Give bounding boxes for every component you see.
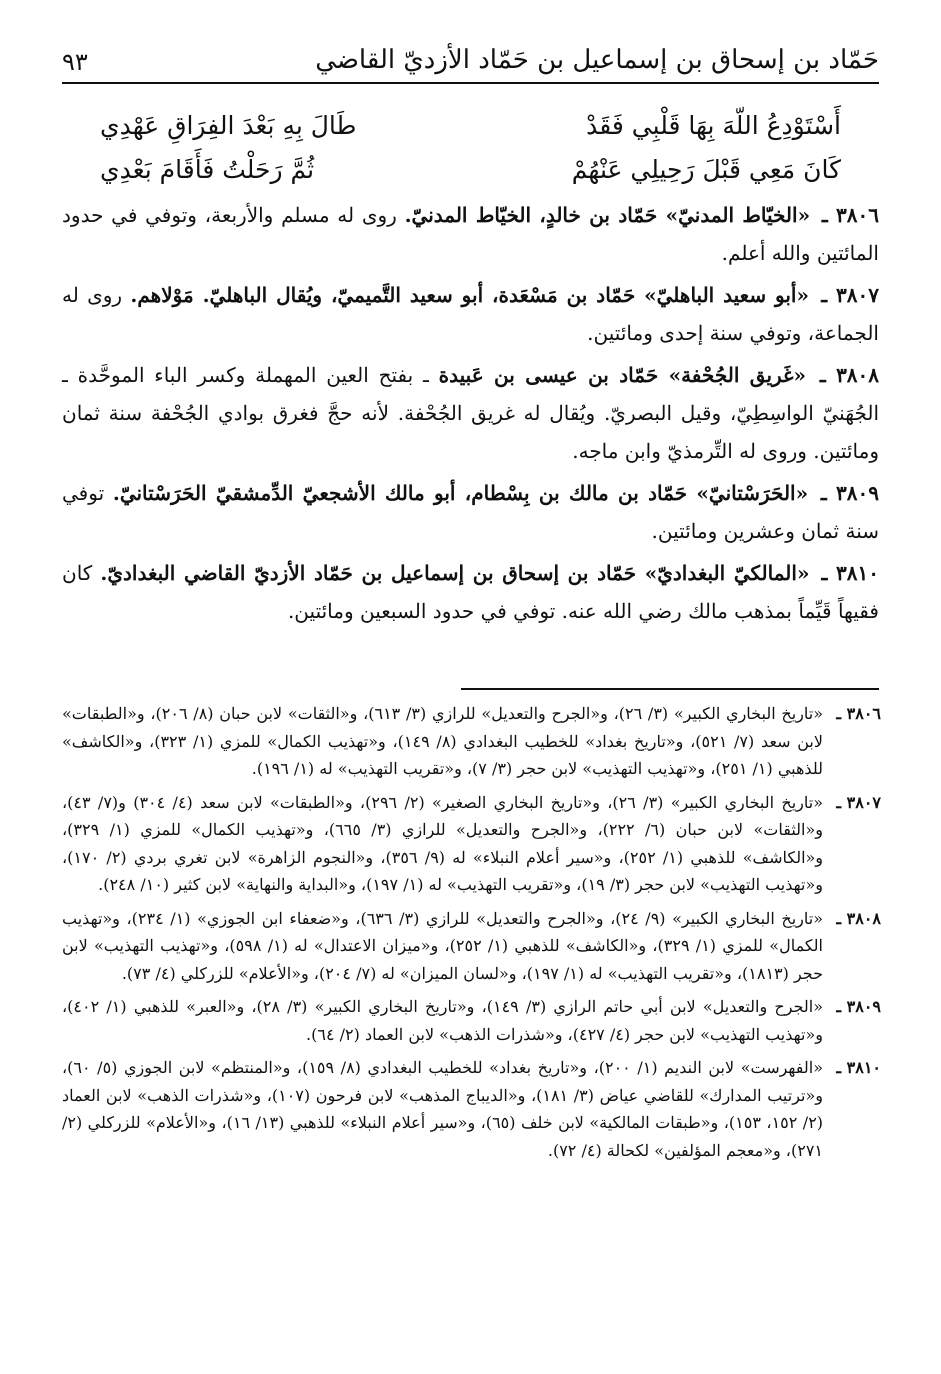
footnote-text: «تاريخ البخاري الكبير» (٩/ ٢٤)، و«الجرح والتعديل» للرازي (٣/ ٦٣٦)، و«ضعفاء ابن الجوزي» (١/ ٢٣٤)، و«تهذيب الكمال» للمزي (١/ ٣٢٩)، و«الكاشف» للذهبي (١/ ٢٥٢)، و«ميزان الاعتدال» له (١/ ٥٩٨)، و«تهذيب التهذيب» لابن حجر (١٨١٣)، و«تقريب التهذيب» له (١/ ١٩٧)، و«لسان الميزان» له (٧/ ٢٠٤)، و«الأعلام» للزركلي (٤/ ٧٣). [62, 908, 824, 983]
entry-3810 [62, 554, 879, 630]
footnote-number: ٣٨٠٩ ـ [836, 997, 881, 1016]
biography-entries [62, 196, 879, 630]
poem-line [100, 148, 841, 192]
footnote-number: ٣٨١٠ ـ [836, 1058, 881, 1077]
entry-number: ٣٨٠٦ ـ [821, 203, 880, 227]
page-header [62, 28, 879, 84]
footnotes [62, 700, 881, 1170]
poem-line [100, 104, 841, 148]
entry-body: روى له الجماعة، وتوفي سنة إحدى ومائتين. [62, 283, 879, 345]
entry-3808 [62, 356, 879, 470]
entry-number: ٣٨٠٧ ـ [821, 283, 880, 307]
entry-body: روى له مسلم والأربعة، وتوفي في حدود المائتين والله أعلم. [62, 203, 879, 265]
entry-3809 [62, 474, 879, 550]
poem [100, 104, 841, 192]
footnote-3810 [62, 1054, 881, 1164]
entry-number: ٣٨١٠ ـ [821, 561, 880, 585]
footnote-number: ٣٨٠٦ ـ [836, 704, 881, 723]
entry-heading: «غَريق الجُحْفة» حَمّاد بن عيسى بن عَبيدة [438, 363, 807, 387]
entry-number: ٣٨٠٩ ـ [820, 481, 879, 505]
page-number: ٩٣ [62, 48, 88, 76]
footnote-3806 [62, 700, 881, 783]
verse-first-hemistich: أَسْتَوْدِعُ اللّهَ بِهَا قَلْبِي فَقَدْ [586, 111, 841, 140]
footnote-3808 [62, 905, 881, 988]
footnote-text: «تاريخ البخاري الكبير» (٣/ ٢٦)، و«الجرح والتعديل» للرازي (٣/ ٦١٣)، و«الثقات» لابن حبان (٨/ ٢٠٦)، و«الطبقات» لابن سعد (٧/ ٥٢١)، و«تاريخ بغداد» للخطيب البغدادي (٨/ ١٤٩)، و«تهذيب الكمال» للمزي (١/ ٣٢٣)، و«الكاشف» للذهبي (١/ ٢٥١)، و«تهذيب التهذيب» لابن حجر (٣/ ٧)، و«تقريب التهذيب» له (١/ ١٩٦). [62, 704, 824, 778]
footnote-number: ٣٨٠٧ ـ [836, 792, 881, 812]
footnote-3807 [62, 789, 881, 899]
entry-heading: «الحَرَسْتانيّ» حَمّاد بن مالك بن بِسْطام، أبو مالك الأشجعيّ الدِّمشقيّ الحَرَسْتانيّ. [112, 481, 809, 505]
footnote-divider [461, 688, 879, 690]
entry-body: كان فقيهاً قَيِّماً بمذهب مالك رضي الله عنه. توفي في حدود السبعين ومائتين. [62, 561, 879, 623]
footnote-text: «الفهرست» لابن النديم (١/ ٢٠٠)، و«تاريخ بغداد» للخطيب البغدادي (٨/ ١٥٩)، و«المنتظم» لابن الجوزي (٥/ ٦٠)، و«ترتيب المدارك» للقاضي عياض (٣/ ١٨١)، و«الديباج المذهب» لابن فرحون (١٠٧)، و«شذرات الذهب» لابن العماد (٢/ ١٥٢، ١٥٣)، و«طبقات المالكية» لابن خلف (٦٥)، و«سير أعلام النبلاء» للذهبي (١٣/ ١٦)، و«الأعلام» للزركلي (٢/ ٢٧١)، و«معجم المؤلفين» لكحالة (٤/ ٧٢). [62, 1058, 824, 1160]
entry-heading: «الخيّاط المدنيّ» حَمّاد بن خالدٍ، الخيّاط المدنيّ. [404, 203, 811, 227]
entry-3806 [62, 196, 879, 272]
entry-heading: «أبو سعيد الباهليّ» حَمّاد بن مَسْعَدة، أبو سعيد التَّميميّ، ويُقال الباهليّ. مَوْلاهم. [130, 283, 809, 307]
entry-heading: «المالكيّ البغداديّ» حَمّاد بن إسحاق بن إسماعيل بن حَمّاد الأزديّ القاضي البغداديّ. [100, 561, 810, 585]
footnote-3809 [62, 993, 881, 1048]
footnote-text: «تاريخ البخاري الكبير» (٣/ ٢٦)، و«تاريخ البخاري الصغير» (٢/ ٢٩٦)، و«الطبقات» لابن سعد (٤/ ٣٠٤) و(٧/ ٤٣)، و«الثقات» لابن حبان (٦/ ٢٢٢)، و«الجرح والتعديل» للرازي (٣/ ٦٦٥)، و«تهذيب الكمال» للمزي (١/ ٣٢٩)، و«الكاشف» للذهبي (١/ ٢٥٢)، و«سير أعلام النبلاء» له (٩/ ٣٥٦)، و«النجوم الزاهرة» لابن تغري بردي (٢/ ١٧٠)، و«تهذيب التهذيب» لابن حجر (٣/ ١٩)، و«تقريب التهذيب» له (١/ ١٩٧)، و«البداية والنهاية» لابن كثير (١٠/ ٢٤٨). [62, 792, 824, 894]
verse-first-hemistich: كَانَ مَعِي قَبْلَ رَحِيلِي عَنْهُمْ [571, 155, 841, 184]
running-title: حَمّاد بن إسحاق بن إسماعيل بن حَمّاد الأزديّ القاضي [315, 44, 879, 75]
entry-body: ـ بفتح العين المهملة وكسر الباء الموحَّدة ـ الجُهَنيّ الواسِطِيّ، وقيل البصريّ. ويُقال له غريق الجُحْفة. لأنه حجَّ فغرق بوادي الجُحْفة سنة ثمان ومائتين. وروى له التِّرمذيّ وابن ماجه. [62, 363, 879, 463]
entry-3807 [62, 276, 879, 352]
footnote-text: «الجرح والتعديل» لابن أبي حاتم الرازي (٣/ ١٤٩)، و«تاريخ البخاري الكبير» (٣/ ٢٨)، و«العبر» للذهبي (١/ ٤٠٢)، و«تهذيب التهذيب» لابن حجر (٤/ ٤٢٧)، و«شذرات الذهب» لابن العماد (٢/ ٦٤). [62, 997, 823, 1044]
entry-body: توفي سنة ثمان وعشرين ومائتين. [62, 481, 879, 543]
verse-second-hemistich: ثُمَّ رَحَلْتُ فَأَقَامَ بَعْدِي [100, 155, 315, 184]
footnote-number: ٣٨٠٨ ـ [836, 908, 881, 928]
entry-number: ٣٨٠٨ ـ [819, 363, 880, 387]
verse-second-hemistich: طَالَ بِهِ بَعْدَ الفِرَاقِ عَهْدِي [100, 111, 357, 140]
